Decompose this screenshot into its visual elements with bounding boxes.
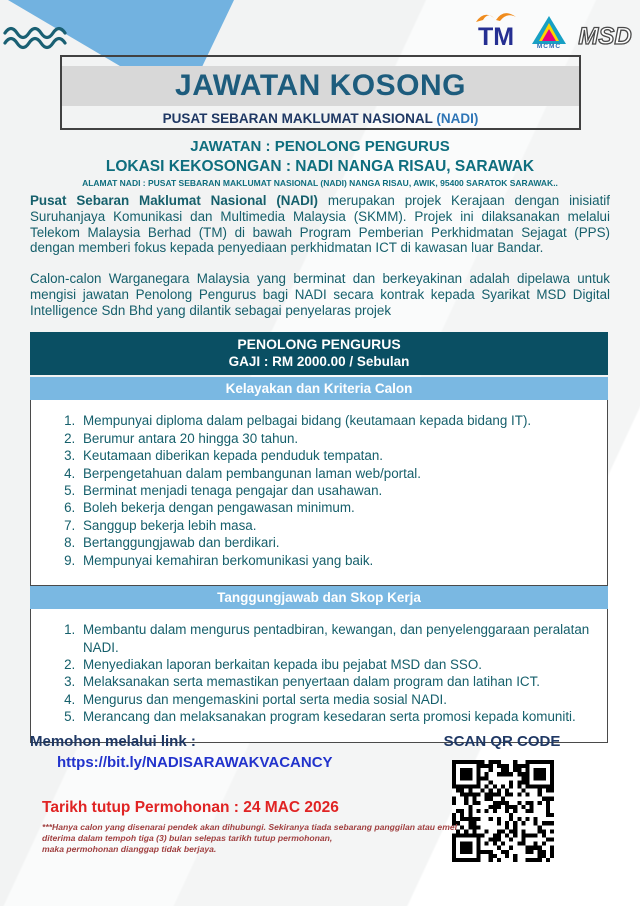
responsibility-item: 5. Merancang dan melaksanakan program kesedaran serta promosi kepada komuniti. xyxy=(79,708,591,725)
job-title: PENOLONG PENGURUS xyxy=(237,336,401,352)
deadline-text: Tarikh tutup Permohonan : 24 MAC 2026 xyxy=(42,799,339,816)
intro-section xyxy=(30,193,610,334)
jawatan-line: JAWATAN : PENOLONG PENGURUS xyxy=(190,138,450,155)
intro-paragraph-1-body: merupakan projek Kerajaan dengan inisiatif Suruhanjaya Komunikasi dan Multimedia Malaysia (SKMM). Projek ini dilaksanakan melalui Telekom Malaysia Berhad (TM) di bawah Program Pemberian Perkhidmatan Sejagat (PPS) dengan memberi fokus kepada penyediaan perkhidmatan ICT di kawasan luar Bandar. xyxy=(30,193,611,256)
criteria-section-bar: Kelayakan dan Kriteria Calon xyxy=(30,377,608,400)
title-box xyxy=(60,55,581,130)
responsibilities-list xyxy=(61,621,591,726)
shortlist-note-line: diterima dalam tempoh tiga (3) bulan selepas tarikh tutup permohonan, xyxy=(42,833,333,844)
page-title: JAWATAN KOSONG xyxy=(175,69,466,102)
responsibility-item: 1. Membantu dalam mengurus pentadbiran, kewangan, dan penyelenggaraan peralatan NADI. xyxy=(79,621,591,656)
tm-logo xyxy=(470,8,522,50)
logo-row xyxy=(470,8,634,50)
criteria-item: 1. Mempunyai diploma dalam pelbagai bidang (keutamaan kepada bidang IT). xyxy=(79,412,591,429)
page-subtitle xyxy=(62,111,579,126)
intro-paragraph-2: Calon-calon Warganegara Malaysia yang berminat dan berkeyakinan adalah dipelawa untuk mengisi jawatan Penolong Pengurus bagi NADI secara kontrak kepada Syarikat MSD Digital Intelligence Sdn Bhd yang dilantik sebagai penyelaras projek xyxy=(30,271,610,318)
subtitle-main: PUSAT SEBARAN MAKLUMAT NASIONAL xyxy=(162,111,437,126)
svg-text:MSD: MSD xyxy=(578,23,632,50)
job-spec-header xyxy=(30,332,608,375)
mcmc-logo xyxy=(531,15,567,50)
title-bar xyxy=(62,66,579,106)
criteria-item: 4. Berpengetahuan dalam pembangunan laman web/portal. xyxy=(79,465,591,482)
wave-lines-icon xyxy=(2,24,80,52)
scan-qr-label: SCAN QR CODE xyxy=(443,733,561,750)
shortlist-note-line: maka permohonan dianggap tidak berjaya. xyxy=(42,844,217,855)
responsibilities-section-body xyxy=(30,609,608,743)
intro-paragraph-1-lead: Pusat Sebaran Maklumat Nasional (NADI) xyxy=(30,193,318,208)
qr-code xyxy=(452,760,554,862)
criteria-item: 6. Boleh bekerja dengan pengawasan minimum. xyxy=(79,499,591,516)
criteria-section-body xyxy=(30,400,608,586)
criteria-item: 9. Mempunyai kemahiran berkomunikasi yang baik. xyxy=(79,552,591,569)
subtitle-nadi: (NADI) xyxy=(436,111,479,126)
mcmc-logo-label: MCMC xyxy=(536,43,562,50)
job-spec-box xyxy=(30,332,608,743)
responsibility-item: 4. Mengurus dan mengemaskini portal serta media sosial NADI. xyxy=(79,691,591,708)
criteria-item: 8. Bertanggungjawab dan berdikari. xyxy=(79,534,591,551)
criteria-item: 3. Keutamaan diberikan kepada penduduk tempatan. xyxy=(79,447,591,464)
criteria-item: 2. Berumur antara 20 hingga 30 tahun. xyxy=(79,430,591,447)
svg-text:TM: TM xyxy=(477,23,515,50)
alamat-line: ALAMAT NADI : PUSAT SEBARAN MAKLUMAT NASIONAL (NADI) NANGA RISAU, AWIK, 95400 SARATOK SARAWAK.. xyxy=(82,178,558,189)
lokasi-line: LOKASI KEKOSONGAN : NADI NANGA RISAU, SARAWAK xyxy=(105,157,535,175)
position-info xyxy=(0,138,640,188)
criteria-item: 7. Sanggup bekerja lebih masa. xyxy=(79,517,591,534)
msd-logo xyxy=(576,20,634,50)
criteria-item: 5. Berminat menjadi tenaga pengajar dan usahawan. xyxy=(79,482,591,499)
intro-paragraph-1 xyxy=(30,193,610,256)
responsibility-item: 3. Melaksanakan serta memastikan penyertaan dalam program dan latihan ICT. xyxy=(79,673,591,690)
shortlist-note-line: ***Hanya calon yang disenarai pendek akan dihubungi. Sekiranya tiada sebarang panggilan atau emel xyxy=(42,822,458,832)
criteria-list xyxy=(61,412,591,569)
shortlist-note xyxy=(42,822,457,856)
responsibilities-section-bar: Tanggungjawab dan Skop Kerja xyxy=(30,586,608,609)
job-salary: GAJI : RM 2000.00 / Sebulan xyxy=(228,353,410,369)
responsibility-item: 2. Menyediakan laporan berkaitan kepada ibu pejabat MSD dan SSO. xyxy=(79,656,591,673)
apply-link[interactable]: https://bit.ly/NADISARAWAKVACANCY xyxy=(57,754,333,771)
apply-link-label: Memohon melalui link : xyxy=(30,733,196,750)
